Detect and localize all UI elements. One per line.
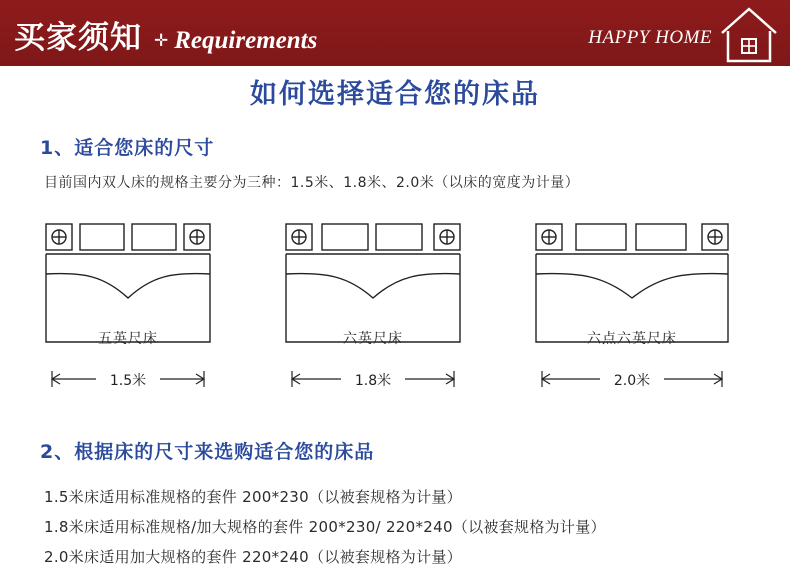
- plus-icon: ✛: [154, 31, 169, 50]
- bed-dimension: 1.5米: [109, 373, 147, 389]
- bed-diagram-3: [534, 218, 730, 389]
- bed-diagrams: [0, 218, 790, 408]
- bed-label: 六英尺床: [343, 331, 403, 347]
- section2-heading: 2、根据床的尺寸来选购适合您的床品: [40, 441, 375, 463]
- list-item: 1.8米床适用标准规格/加大规格的套件 200*230/ 220*240（以被套规格为计量）: [44, 518, 606, 536]
- section2-list: [44, 482, 744, 572]
- bed-diagram-2: [284, 218, 462, 389]
- bed-diagram-1: [44, 218, 212, 389]
- bed-dimension: 2.0米: [613, 373, 651, 389]
- section1-heading: 1、适合您床的尺寸: [40, 137, 215, 159]
- header-title-en: Requirements: [174, 27, 318, 54]
- house-icon: [718, 3, 780, 65]
- header-title-cn: 买家须知: [14, 20, 142, 56]
- list-item: 1.5米床适用标准规格的套件 200*230（以被套规格为计量）: [44, 488, 462, 506]
- bed-label: 五英尺床: [98, 331, 158, 347]
- page-title: 如何选择适合您的床品: [250, 79, 540, 110]
- header-title: [14, 12, 317, 57]
- list-item: 2.0米床适用加大规格的套件 220*240（以被套规格为计量）: [44, 548, 462, 566]
- bed-dimension: 1.8米: [354, 373, 392, 389]
- brand-name: HAPPY HOME: [588, 27, 712, 48]
- bed-label: 六点六英尺床: [587, 331, 677, 347]
- brand: [588, 0, 780, 66]
- header-bar: [0, 0, 790, 66]
- section1-description: 目前国内双人床的规格主要分为三种：1.5米、1.8米、2.0米（以床的宽度为计量）: [44, 175, 580, 191]
